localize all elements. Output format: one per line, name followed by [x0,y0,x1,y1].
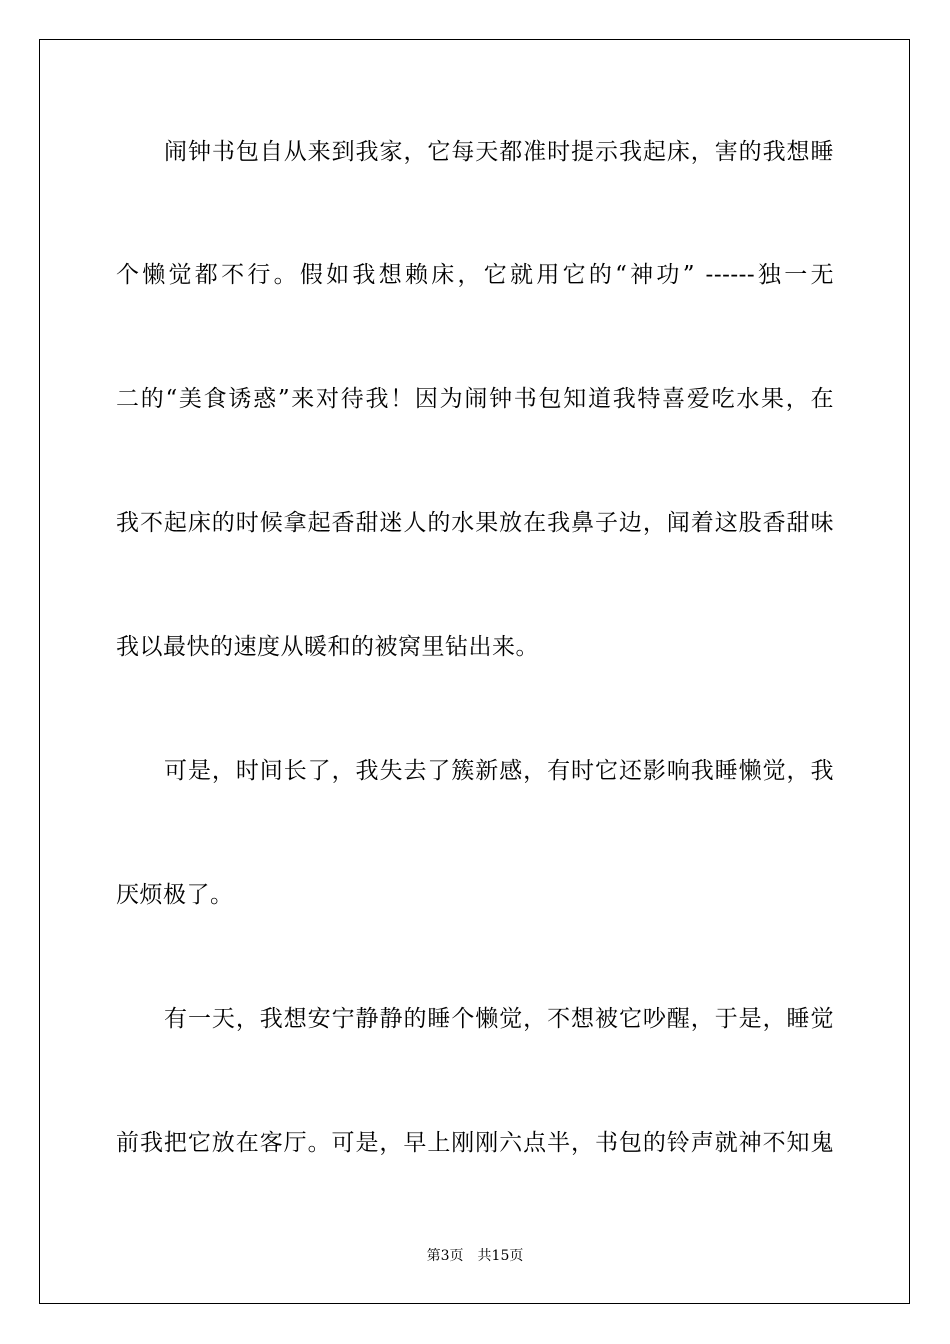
page-border [39,39,910,1304]
text-line: 可是，时间长了，我失去了簇新感，有时它还影响我睡懒觉，我 [164,758,834,784]
text-line: 我以最快的速度从暖和的被窝里钻出来。 [116,634,539,660]
text-line: 个懒觉都不行。假如我想赖床，它就用它的“神功” ------独一无 [116,262,834,288]
text-line: 二的“美食诱惑”来对待我！因为闹钟书包知道我特喜爱吃水果，在 [116,386,834,412]
text-line: 我不起床的时候拿起香甜迷人的水果放在我鼻子边，闻着这股香甜味 [116,510,834,536]
text-line: 厌烦极了。 [116,882,234,908]
page-footer [0,1246,950,1266]
text-line: 闹钟书包自从来到我家，它每天都准时提示我起床，害的我想睡 [164,139,834,165]
text-line: 有一天，我想安宁静静的睡个懒觉，不想被它吵醒，于是，睡觉 [164,1006,834,1032]
text-line: 前我把它放在客厅。可是，早上刚刚六点半，书包的铃声就神不知鬼 [116,1130,834,1156]
page-total: 共15页 [477,1248,524,1264]
page-number: 第3页 [426,1248,464,1264]
